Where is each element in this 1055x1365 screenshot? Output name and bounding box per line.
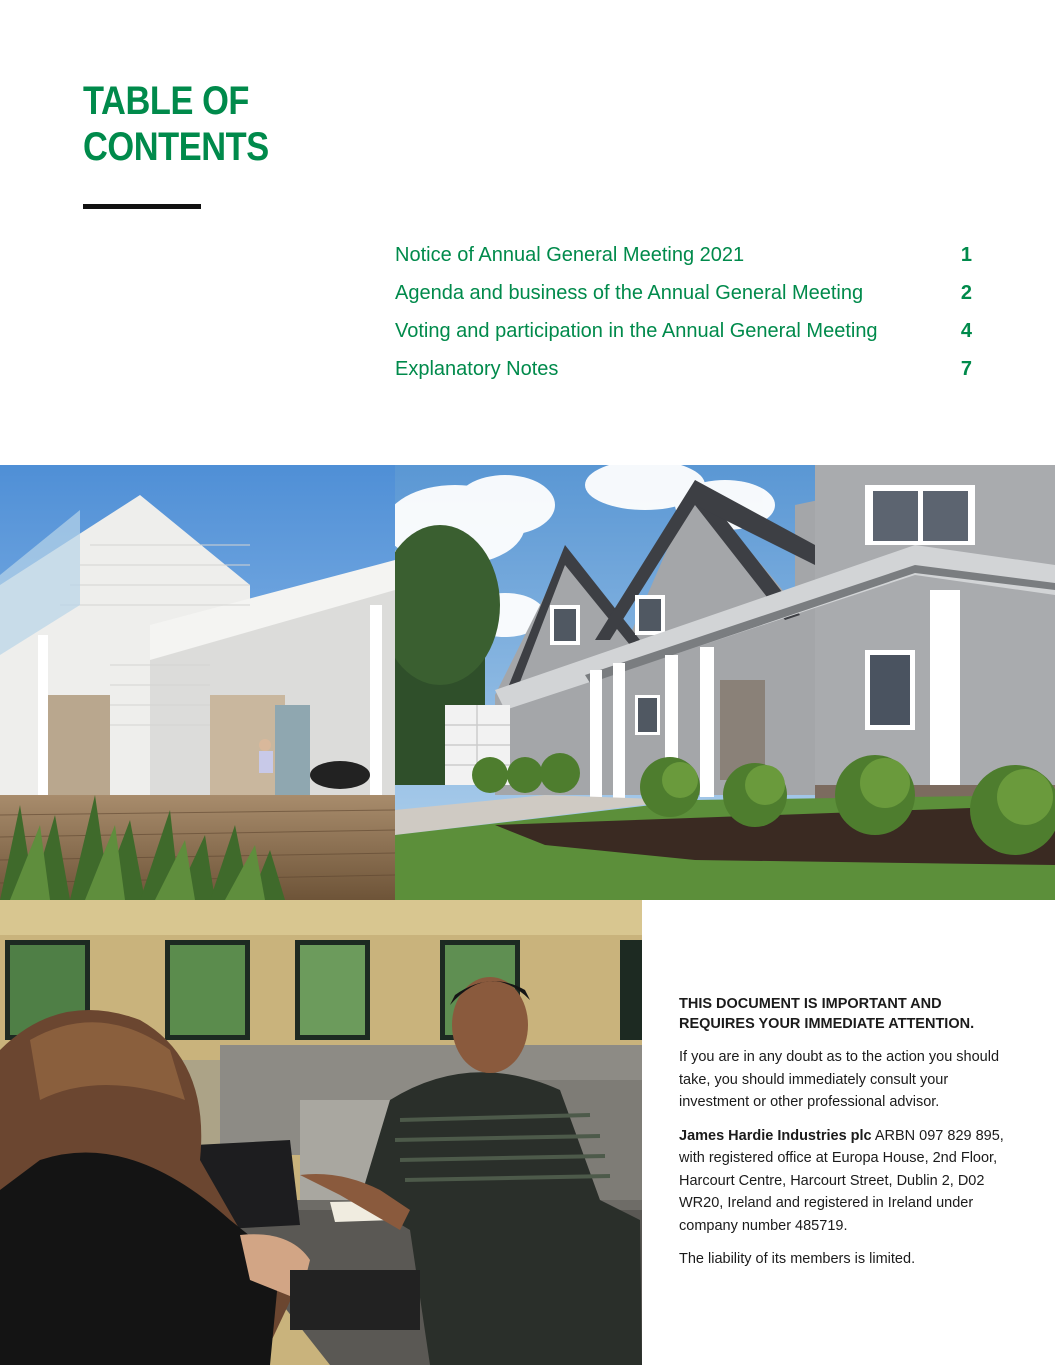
notice-advice: If you are in any doubt as to the action you should take, you should immediately consult your investment or other professional advisor. xyxy=(679,1049,1000,1110)
company-name: James Hardie Industries plc xyxy=(679,1127,872,1144)
toc-entry-page: 2 xyxy=(960,282,972,304)
toc-entry-label: Notice of Annual General Meeting 2021 xyxy=(395,244,745,266)
modern-house-deck-photo xyxy=(0,465,395,900)
toc-entry-explanatory-notes[interactable] xyxy=(395,358,972,396)
important-notice xyxy=(679,994,1009,1282)
toc-entry-notice[interactable] xyxy=(395,244,972,282)
grey-house-porch-photo xyxy=(395,465,1055,900)
toc-entry-page: 7 xyxy=(960,358,972,380)
title-line-2: CONTENTS xyxy=(83,125,269,169)
title-divider xyxy=(83,204,201,209)
toc-entry-agenda[interactable] xyxy=(395,282,972,320)
company-details xyxy=(679,1125,1009,1238)
toc-entry-page: 4 xyxy=(960,320,972,342)
toc-entry-label: Voting and participation in the Annual General Meeting xyxy=(395,320,878,342)
company-registration: ARBN 097 829 895, with registered office at Europa House, 2nd Floor, Harcourt Centre, Harcourt Street, Dublin 2, D02 WR20, Ireland and registered in Ireland under company number 485719. xyxy=(679,1127,1004,1234)
toc-entry-voting[interactable] xyxy=(395,320,972,358)
toc-entry-label: Explanatory Notes xyxy=(395,358,559,380)
notice-warning: THIS DOCUMENT IS IMPORTANT AND REQUIRES YOUR IMMEDIATE ATTENTION. xyxy=(679,996,975,1032)
table-of-contents xyxy=(395,244,972,396)
toc-entry-label: Agenda and business of the Annual General Meeting xyxy=(395,282,864,304)
title-line-1: TABLE OF xyxy=(83,79,249,123)
toc-entry-page: 1 xyxy=(960,244,972,266)
office-meeting-photo xyxy=(0,900,642,1365)
page-title xyxy=(83,78,269,170)
liability-statement: The liability of its members is limited. xyxy=(679,1251,916,1267)
